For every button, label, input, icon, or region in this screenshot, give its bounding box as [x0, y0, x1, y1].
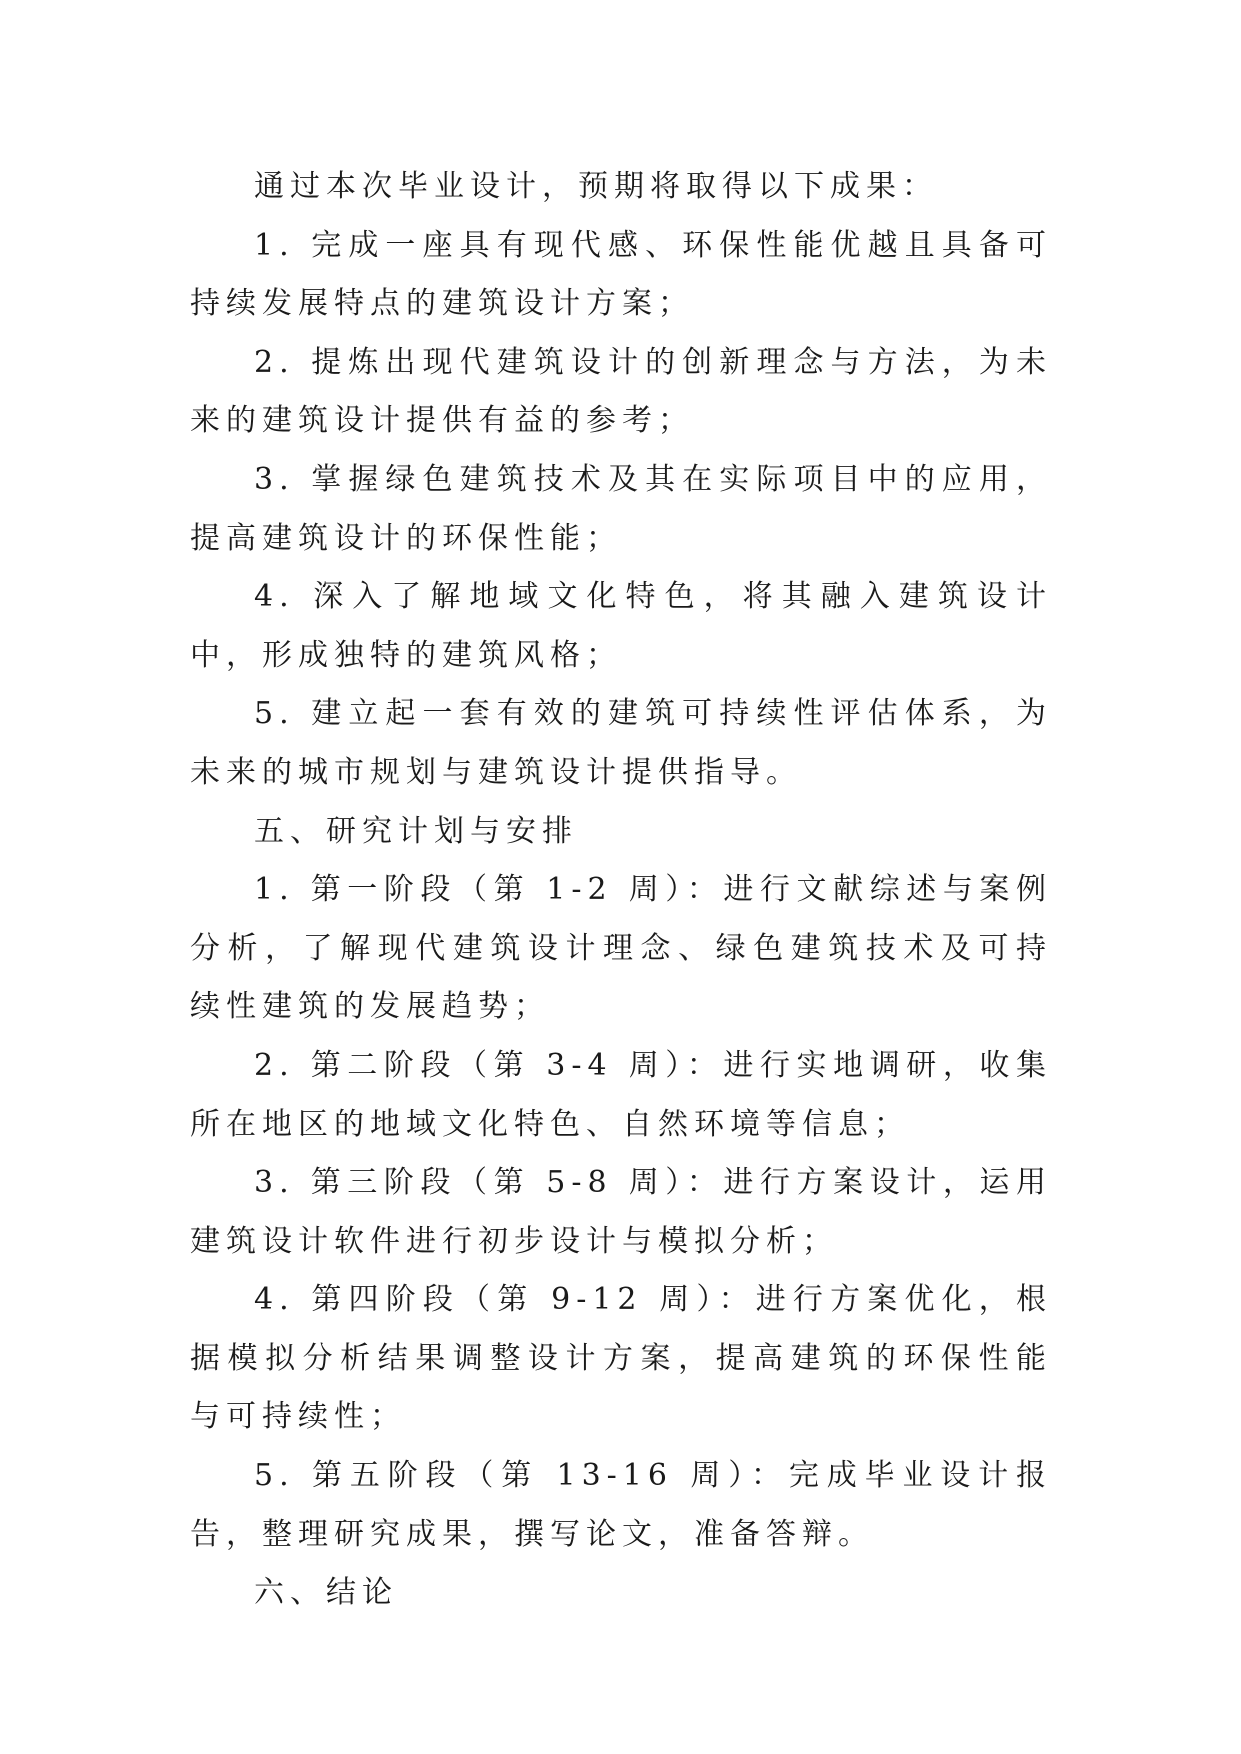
section-heading-research-plan: 五、研究计划与安排	[254, 813, 578, 849]
plan-item-4: 4. 第四阶段（第 9-12 周）：进行方案优化，根据模拟分析结果调整设计方案，提高建筑的环保性能与可持续性；	[190, 1282, 1052, 1435]
plan-item-2: 2. 第二阶段（第 3-4 周）：进行实地调研，收集所在地区的地域文化特色、自然环境等信息；	[190, 1047, 1052, 1142]
section-heading-conclusion: 六、结论	[254, 1575, 398, 1611]
outcome-item-1: 1. 完成一座具有现代感、环保性能优越且具备可持续发展特点的建筑设计方案；	[190, 227, 1052, 322]
outcome-item-4: 4. 深入了解地域文化特色，将其融入建筑设计中，形成独特的建筑风格；	[190, 579, 1052, 673]
plan-item-1: 1. 第一阶段（第 1-2 周）：进行文献综述与案例分析，了解现代建筑设计理念、绿色建筑技术及可持续性建筑的发展趋势；	[190, 872, 1052, 1025]
document-body	[190, 158, 1052, 1623]
outcome-item-2: 2. 提炼出现代建筑设计的创新理念与方法，为未来的建筑设计提供有益的参考；	[190, 344, 1052, 439]
plan-item-5: 5. 第五阶段（第 13-16 周）：完成毕业设计报告，整理研究成果，撰写论文，准备答辩。	[190, 1458, 1052, 1552]
outcome-item-3: 3. 掌握绿色建筑技术及其在实际项目中的应用，提高建筑设计的环保性能；	[190, 461, 1052, 556]
plan-item-3: 3. 第三阶段（第 5-8 周）：进行方案设计，运用建筑设计软件进行初步设计与模拟分析；	[190, 1165, 1052, 1259]
outcome-item-5: 5. 建立起一套有效的建筑可持续性评估体系，为未来的城市规划与建筑设计提供指导。	[190, 696, 1052, 790]
intro-paragraph: 通过本次毕业设计，预期将取得以下成果：	[254, 169, 938, 204]
